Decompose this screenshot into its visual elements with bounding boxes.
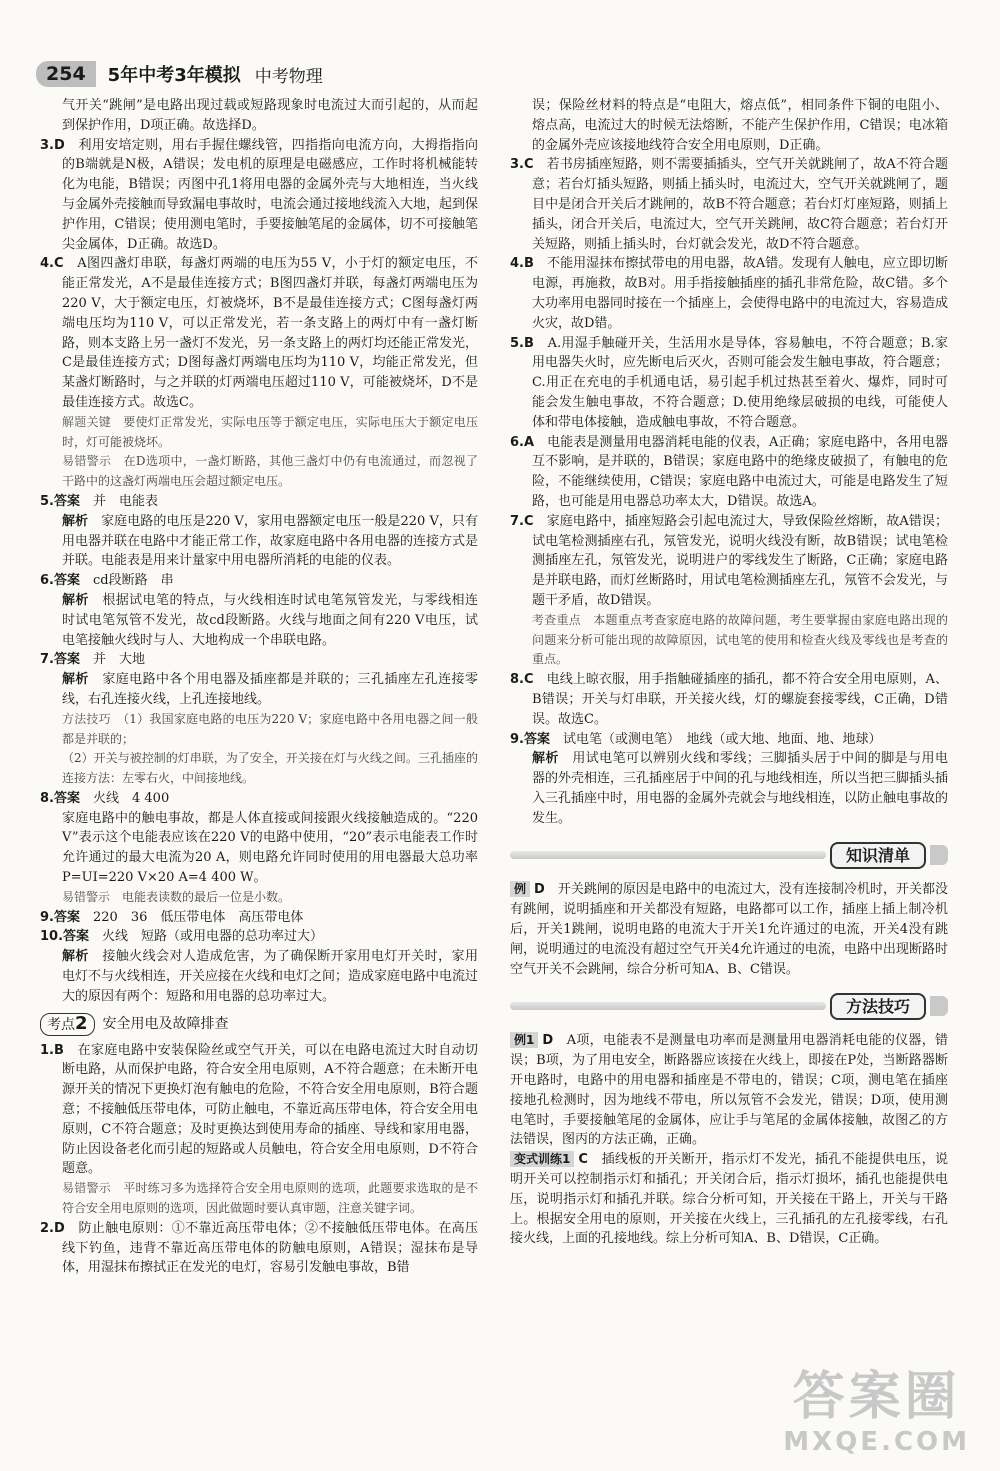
answer-item: 6.答案 cd段断路 串 [40, 573, 174, 589]
watermark-logo: 答案圈 MXQE.COM [783, 1367, 970, 1457]
answer-item: 3.D 利用安培定则，用右手握住螺线管，四指指向电流方向，大拇指指向的B端就是N极，A错误；发电机的原理是电磁感应，工作时将机械能转化为电能，B错误；丙图中孔1将用电器的金属外壳与大地相连，当火线与金属外壳接触而导致漏电事故时，电流会通过接地线流入大地，起到保护作用，C错误；使用测电笔时，手要接触笔尾的金属体，切不可接触笔尖金属体，D正确。故选D。 [40, 137, 479, 252]
analysis-text: 解析 家庭电路的电压是220 V，家用电器额定电压一般是220 V，只有用电器并联在电路中才能正常工作，故家庭电路中各用电器的连接方式是并联。电能表是用来计量家中用电器所消耗的电能的仪表。 [62, 513, 479, 569]
answer-item: 8.答案 火线 4 400 [40, 790, 170, 806]
analysis-text: 解析 家庭电路中各个用电器及插座都是并联的；三孔插座左孔连接零线，右孔连接火线，上孔连接地线。 [62, 672, 478, 707]
section-badge: 考点2 [40, 1013, 95, 1036]
method-note: 方法技巧 （1）我国家庭电路的电压为220 V；家庭电路中各用电器之间一般都是并联的； [62, 711, 478, 746]
left-intro: 气开关“跳闸”是电路出现过载或短路现象时电流过大而引起的，从而起到保护作用，D项正确。故选择D。 [62, 98, 478, 133]
answer-item: 10.答案 火线 短路（或用电器的总功率过大） [40, 929, 324, 945]
answer-item: 7.C 家庭电路中，插座短路会引起电流过大，导致保险丝熔断，故A错误；试电笔检测插座右孔，氖管发光，说明火线没有断，故B错误；试电笔检测插座左孔，氖管发光，说明进户的零线发生了断路，C正确；家庭电路是并联电路，而灯丝断路时，用试电笔检测插座左孔，氖管不会发光，与题干矛盾，故D错误。 [510, 513, 949, 608]
banner-title: 知识清单 [830, 842, 926, 870]
banner-line [510, 1002, 826, 1010]
analysis-text: 家庭电路中的触电事故，都是人体直接或间接跟火线接触造成的。“220 V”表示这个电能表应该在220 V的电路中使用，“20”表示电能表工作时允许通过的最大电流为20 A，则电路允许同时使用的用电器最大总功率P=UI=220 V×20 A=4 400 W。 [62, 810, 478, 886]
page-number: 254 [36, 61, 96, 87]
warning-note: 易错警示 在D选项中，一盏灯断路，其他三盏灯中仍有电流通过，而忽视了干路中的这盏灯两端电压会超过额定电压。 [62, 454, 478, 489]
book-title: 5年中考3年模拟 [107, 65, 241, 86]
warning-note: 易错警示 电能表读数的最后一位是小数。 [62, 889, 291, 904]
answer-item: 9.答案 试电笔（或测电笔） 地线（或大地、地面、地、地球） [510, 731, 882, 747]
method-note: （2）开关与被控制的灯串联，为了安全，开关接在灯与火线之间。三孔插座的连接方法：左零右火，中间接地线。 [62, 751, 478, 786]
example-item: 例1 D A项，电能表不是测量电功率而是测量用电器消耗电能的仪器，错误；B项，为了用电安全，断路器应该接在火线上，即接在P处，当断路器断开电路时，电路中的用电器和插座是不带电的，错误；C项，测电笔在插座接地孔检测时，因为地线不带电，所以氖管不会发光，错误；D项，使用测电笔时，手要接触笔尾的金属体，应让手与笔尾的金属体接触，故图乙的方法错误，图丙的方法正确，正确。 [510, 1033, 948, 1148]
focus-note: 考查重点 本题重点考查家庭电路的故障问题，考生要掌握由家庭电路出现的问题来分析可能出现的故障原因，试电笔的使用和检查火线及零线也是考查的重点。 [532, 612, 948, 667]
banner-tab [930, 845, 948, 865]
banner-line [510, 851, 826, 859]
variant-item: 变式训练1 C 插线板的开关断开，指示灯不发光，插孔不能提供电压，说明开关可以控制指示灯和插孔；开关闭合后，指示灯损坏，插孔也能提供电压，说明指示灯和插孔并联。综合分析可知，开关接在干路上，开关与干路上。根据安全用电的原则，开关接在火线上，三孔插孔的左孔接零线，右孔接火线，上面的孔接地线。综上分析可知A、B、D错误，C正确。 [510, 1152, 948, 1247]
analysis-text: 解析 接触火线会对人造成危害，为了确保断开家用电灯开关时，家用电灯不与火线相连，开关应接在火线和电灯之间；造成家庭电路中电流过大的原因有两个：短路和用电器的总功率过大。 [62, 949, 479, 1004]
page-header [36, 58, 323, 90]
warning-note: 易错警示 平时练习多为选择符合安全用电原则的选项，此题要求选取的是不符合安全用电原则的选项，因此做题时要认真审题，注意关键字词。 [62, 1181, 478, 1216]
answer-item: 9.答案 220 36 低压带电体 高压带电体 [40, 909, 304, 925]
example-item: 例 D 开关跳闸的原因是电路中的电流过大，没有连接制冷机时，开关都没有跳闸，说明插座和开关都没有短路，电路都可以工作，插座上插上制冷机后，开关1跳闸，说明电路的电流大于开关1允许通过的电流，开关4没有跳闸，说明通过的电流没有超过空气开关4允许通过的电流，电路中出现断路时空气开关不会跳闸，综合分析可知A、B、C错误。 [510, 882, 948, 977]
right-intro: 误；保险丝材料的特点是“电阻大，熔点低”，相同条件下铜的电阻小、熔点高，电流过大的时候无法熔断，不能产生保护作用，C错误；电冰箱的金属外壳应该接地线符合安全用电原则，D正确。 [532, 98, 948, 153]
left-column [40, 96, 478, 1278]
answer-item: 3.C 若书房插座短路，则不需要插插头，空气开关就跳闸了，故A不符合题意；若台灯插头短路，则插上插头时，电流过大，空气开关就跳闸了，题目中是闭合开关后才跳闸的，故B不符合题意；若台灯灯座短路，则插上插头，闭合开关后，电流过大，空气开关跳闸，故C符合题意；若台灯开关短路，则插上插头时，台灯就会发光，故D不符合题意。 [510, 157, 949, 252]
answer-item: 1.B 在家庭电路中安装保险丝或空气开关，可以在电路电流过大时自动切断电路，从而保护电路，符合安全用电原则，A不符合题意；在未断开电源开关的情况下更换灯泡有触电的危险，不符合安全用电原则，B符合题意；不接触低压带电体，可防止触电，不靠近高压带电体，符合安全用电原则，C不符合题意；及时更换达到使用寿命的插座、导线和家用电器，防止因设备老化而引起的短路或人员触电，符合安全用电原则，D不符合题意。 [40, 1042, 479, 1177]
section-title: 安全用电及故障排查 [102, 1015, 229, 1032]
answer-item: 5.答案 并 电能表 [40, 493, 159, 509]
answer-item: 4.B 不能用湿抹布擦拭带电的用电器，故A错。发现有人触电，应立即切断电源，再施救，故B对。用手指接触插座的插孔非常危险，故C错。多个大功率用电器同时接在一个插座上，会使得电路中的电流过大，容易造成火灾，故D错。 [510, 256, 949, 331]
subject-label: 中考物理 [254, 66, 323, 87]
answer-item: 5.B A.用湿手触碰开关，生活用水是导体，容易触电，不符合题意；B.家用电器失火时，应先断电后灭火，否则可能会发生触电事故，符合题意；C.用正在充电的手机通电话，易引起手机过热甚至着火、爆炸，同时可能会发生触电事故，不符合题意；D.使用绝缘层破损的电线，可能使人体和带电体接触，造成触电事故，不符合题意。 [510, 335, 949, 430]
tip-note: 解题关键 要使灯正常发光，实际电压等于额定电压，实际电压大于额定电压时，灯可能被烧坏。 [62, 414, 478, 449]
banner-title: 方法技巧 [830, 993, 926, 1021]
answer-item: 6.A 电能表是测量用电器消耗电能的仪表，A正确；家庭电路中，各用电器互不影响，是并联的，B错误；家庭电路中的绝缘皮破损了，有触电的危险，不能继续使用，C错误；家庭电路中电流过大，可能是电路发生了短路，也可能是用电器总功率太大，D错误。故选A。 [510, 434, 948, 509]
banner-methods [510, 989, 948, 1023]
analysis-text: 解析 用试电笔可以辨别火线和零线；三脚插头居于中间的脚是与用电器的外壳相连，三孔插座居于中间的孔与地线相连，所以当把三脚插头插入三孔插座中时，用电器的金属外壳就会与地线相连，以防止触电事故的发生。 [532, 751, 949, 826]
banner-tab [930, 996, 948, 1016]
right-column [510, 96, 948, 1249]
section-heading [40, 1013, 478, 1037]
answer-item: 4.C A图四盏灯串联，每盏灯两端的电压为55 V，小于灯的额定电压，不能正常发光，A不是最佳连接方式；B图四盏灯并联，每盏灯两端电压为220 V，大于额定电压，灯被烧坏，B不是最佳连接方式；C图每盏灯两端电压均为110 V，可以正常发光，若一条支路上的两灯中有一盏灯断路，则本支路上另一盏灯不发光，另一条支路上的两灯均还能正常发光，C是最佳连接方式；D图每盏灯两端电压均为110 V，均能正常发光，但某盏灯断路时，与之并联的灯两端电压超过110 V，可能被烧坏，D不是最佳连接方式。故选C。 [40, 256, 479, 410]
answer-item: 8.C 电线上晾衣服，用手指触碰插座的插孔，都不符合安全用电原则，A、B错误；开关与灯串联，开关接火线，灯的螺旋套接零线，C正确，D错误。故选C。 [510, 672, 948, 727]
analysis-text: 解析 根据试电笔的特点，与火线相连时试电笔氖管发光，与零线相连时试电笔氖管不发光，故cd段断路。火线与地面之间有220 V电压，试电笔接触火线时与人、大地构成一个串联电路。 [62, 592, 478, 648]
answer-item: 7.答案 并 大地 [40, 652, 146, 668]
answer-item: 2.D 防止触电原则：①不靠近高压带电体；②不接触低压带电体。在高压线下钓鱼，违背不靠近高压带电体的防触电原则，A错误；湿抹布是导体，用湿抹布擦拭正在发光的电灯，容易引发触电事故，B错 [40, 1220, 478, 1276]
banner-knowledge [510, 838, 948, 872]
